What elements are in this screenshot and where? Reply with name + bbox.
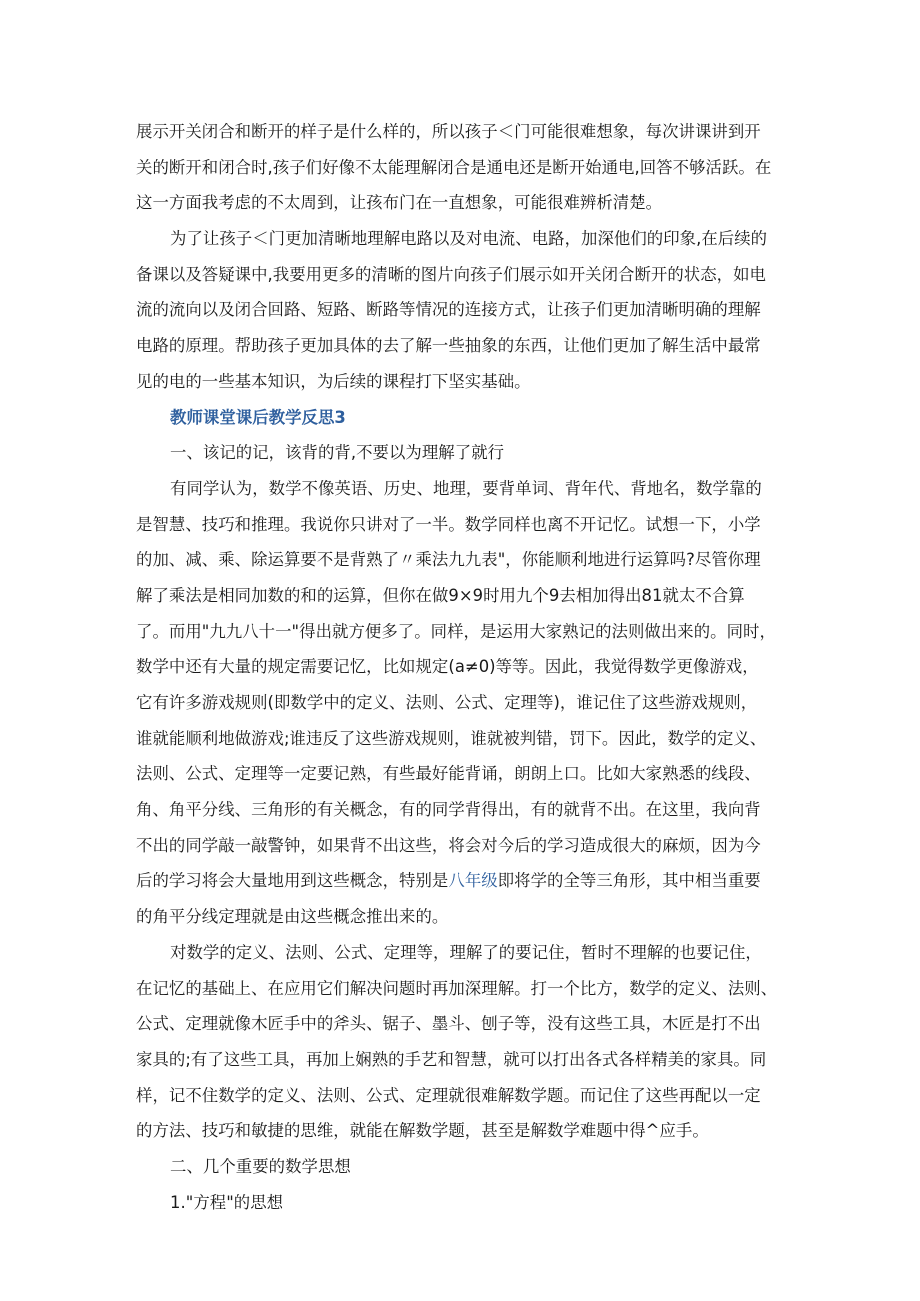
text-line: 在记忆的基础上、在应用它们解决问题时再加深理解。打一个比方，数学的定义、法则、 [136, 978, 778, 998]
text-line: 展示开关闭合和断开的样子是什么样的，所以孩子＜门可能很难想象，每次讲课讲到开 [136, 122, 761, 141]
text-line: 谁就能顺利地做游戏;谁违反了这些游戏规则，谁就被判错，罚下。因此，数学的定义、 [136, 728, 767, 748]
text-line: 不出的同学敲一敲警钟，如果背不出这些，将会对今后的学习造成很大的麻烦，因为今 [136, 835, 761, 855]
text-line: 备课以及答疑课中,我要用更多的清晰的图片向孩子们展示如开关闭合断开的状态，如电 [136, 264, 767, 284]
text-line: 是智慧、技巧和推理。我说你只讲对了一半。数学同样也离不开记忆。试想一下，小学 [136, 514, 761, 534]
text-line: 样，记不住数学的定义、法则、公式、定理就很难解数学题。而记住了这些再配以一定 [136, 1085, 761, 1105]
text-line: 法则、公式、定理等一定要记熟，有些最好能背诵，朗朗上口。比如大家熟悉的线段、 [136, 764, 761, 784]
list-item: 1."方程"的思想 [170, 1192, 284, 1212]
text-line: 见的电的一些基本知识，为后续的课程打下坚实基础。 [136, 371, 531, 391]
paragraph [136, 114, 796, 221]
text-line: 的加、减、乘、除运算要不是背熟了〃乘法九九表"，你能顺利地进行运算吗?尽管你理 [136, 550, 761, 570]
text-line: 电路的原理。帮助孩子更加具体的去了解一些抽象的东西，让他们更加了解生活中最常 [136, 336, 761, 356]
text-line: 为了让孩子＜门更加清晰地理解电路以及对电流、电路，加深他们的印象,在后续的 [170, 229, 768, 249]
text-line: 角、角平分线、三角形的有关概念，有的同学背得出，有的就背不出。在这里，我向背 [136, 800, 761, 820]
text-line: 它有许多游戏规则(即数学中的定义、法则、公式、定理等)，谁记住了这些游戏规则， [136, 693, 758, 712]
text-line: 数学中还有大量的规定需要记忆，比如规定(a≠0)等等。因此，我觉得数学更像游戏， [136, 657, 759, 677]
paragraph [136, 471, 796, 935]
subsection-title: 一、该记的记，该背的背,不要以为理解了就行 [170, 443, 505, 463]
text-line: 解了乘法是相同加数的和的运算，但你在做9×9时用九个9去相加得出81就太不合算 [136, 585, 745, 605]
document-body [136, 114, 796, 1220]
paragraph [136, 221, 796, 399]
paragraph [136, 935, 796, 1149]
text-line: 这一方面我考虑的不太周到，让孩布门在一直想象，可能很难辨析清楚。 [136, 193, 663, 213]
text-line: 对数学的定义、法则、公式、定理等，理解了的要记住，暂时不理解的也要记住， [170, 942, 762, 962]
text-line: 有同学认为，数学不像英语、历史、地理，要背单词、背年代、背地名，数学靠的 [170, 478, 762, 498]
text-line: 关的断开和闭合时,孩子们好像不太能理解闭合是通电还是断开始通电,回答不够活跃。在 [136, 157, 772, 177]
text-span: 即将学的全等三角形，其中相当重要 [497, 871, 761, 891]
text-line [136, 863, 796, 899]
text-line: 的角平分线定理就是由这些概念推出来的。 [136, 907, 449, 927]
text-line: 的方法、技巧和敏捷的思维，就能在解数学题，甚至是解数学难题中得^应手。 [136, 1121, 709, 1141]
text-line: 公式、定理就像木匠手中的斧头、锯子、墨斗、刨子等，没有这些工具，木匠是打不出 [136, 1014, 761, 1034]
text-line: 家具的;有了这些工具，再加上娴熟的手艺和智慧，就可以打出各式各样精美的家具。同 [136, 1049, 767, 1069]
grade-link[interactable]: 八年级 [448, 871, 498, 891]
section-heading: 教师课堂课后教学反思3 [170, 407, 346, 427]
text-span: 后的学习将会大量地用到这些概念，特别是 [136, 871, 449, 891]
text-line: 流的流向以及闭合回路、短路、断路等情况的连接方式，让孩子们更加清晰明确的理解 [136, 300, 761, 320]
subsection-title: 二、几个重要的数学思想 [170, 1156, 351, 1176]
text-line: 了。而用"九九八十一"得出就方便多了。同样，是运用大家熟记的法则做出来的。同时， [136, 621, 776, 641]
